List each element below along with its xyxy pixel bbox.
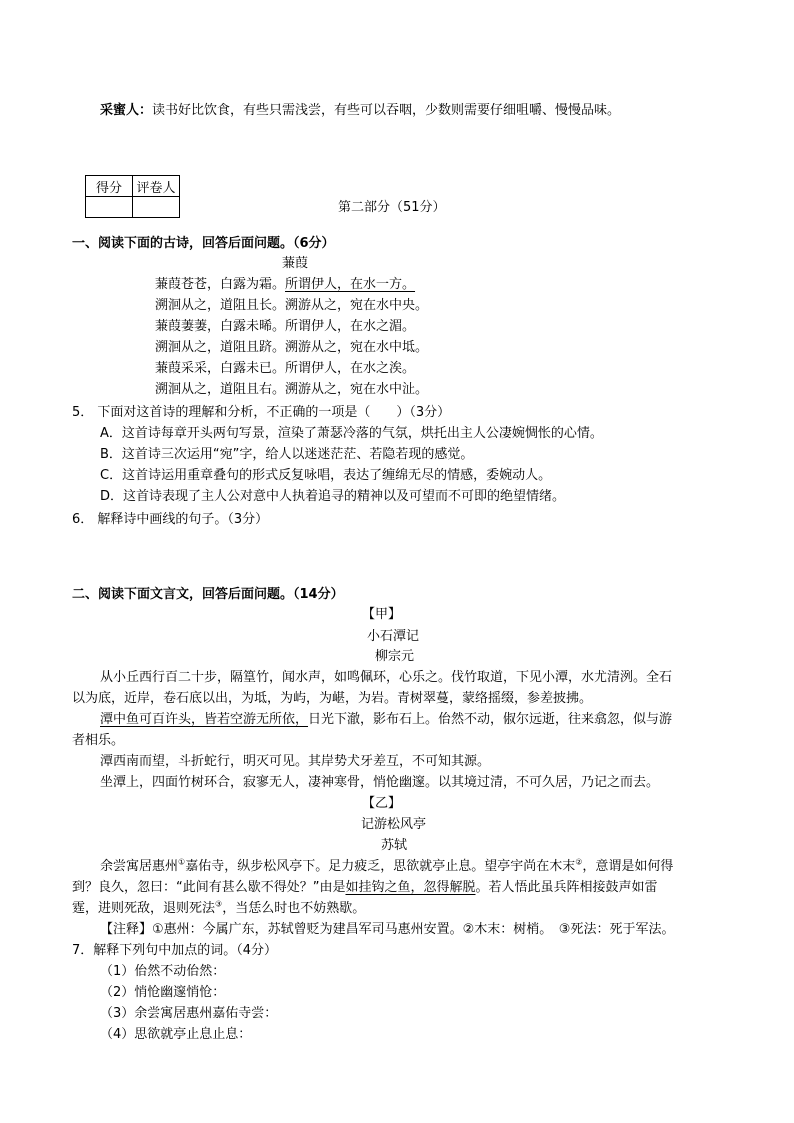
grader-cell [133, 197, 180, 218]
jia-paragraph-1-line-2: 以为底，近岸，卷石底以出，为坻，为屿，为嵁，为岩。青树翠蔓，蒙络摇缀，参差披拂。 [72, 691, 593, 706]
jia-title: 小石潭记 [367, 629, 420, 644]
underlined-prose: 潭中鱼可百许头，皆若空游无所依， [100, 712, 309, 727]
yi-line-2: 到？良久，忽曰：“此间有甚么歇不得处？”由是如挂钩之鱼，忽得解脱。若人悟此虽兵阵相接鼓声如雷 [72, 880, 658, 895]
score-table [85, 175, 180, 218]
jia-paragraph-2-line-2: 者相乐。 [72, 733, 125, 748]
intro-line [100, 99, 620, 118]
poem-line-1: 蒹葭苍苍，白露为霜。所谓伊人，在水一方。 [155, 277, 416, 292]
q5-option-b: B．这首诗三次运用“宛”字，给人以迷迷茫茫、若隐若现的感觉。 [100, 447, 474, 462]
poem-line-4: 溯洄从之，道阻且跻。溯游从之，宛在水中坻。 [155, 340, 429, 355]
jia-paragraph-2-line-1: 潭中鱼可百许头，皆若空游无所依，日光下澈，影布石上。佁然不动，俶尔远逝，往来翕忽，似与游 [100, 712, 673, 727]
q7-item-4: （4）思欲就亭止息止息： [100, 1027, 252, 1042]
yi-title: 记游松风亭 [361, 817, 427, 832]
poem-title: 蒹葭 [282, 256, 309, 271]
q5-option-c: C．这首诗运用重章叠句的形式反复咏唱，表达了缠绵无尽的情感，委婉动人。 [100, 468, 552, 483]
section2-heading: 二、阅读下面文言文，回答后面问题。（14分） [72, 587, 344, 602]
footnote-marker-1: ① [178, 857, 186, 867]
part2-title: 第二部分（51分） [338, 200, 446, 215]
q7-item-2: （2）悄怆幽邃悄怆： [100, 985, 226, 1000]
q5-option-a: A．这首诗每章开头两句写景，渲染了萧瑟冷落的气氛，烘托出主人公凄婉惆怅的心情。 [100, 426, 603, 441]
yi-author: 苏轼 [381, 838, 408, 853]
footnote-marker-3: ③ [215, 899, 223, 909]
jia-author: 柳宗元 [375, 649, 415, 664]
underlined-poem-line: 所谓伊人，在水一方。 [285, 277, 416, 292]
underlined-yi-phrase: 如挂钩之鱼，忽得解脱 [345, 880, 476, 895]
question-6: 6． 解释诗中画线的句子。（3分） [72, 512, 269, 527]
yi-line-3: 霆，进则死敌，退则死法③，当恁么时也不妨熟歇。 [72, 899, 366, 916]
jia-label: 【甲】 [362, 607, 402, 622]
jia-paragraph-4: 坐潭上，四面竹树环合，寂寥无人，凄神寒骨，悄怆幽邃。以其境过清，不可久居，乃记之而去。 [100, 775, 660, 790]
q7-item-3: （3）余尝寓居惠州嘉佑寺尝： [100, 1006, 278, 1021]
question-7: 7．解释下列句中加点的词。（4分） [72, 943, 278, 958]
poem-line-6: 溯洄从之，道阻且右。溯游从之，宛在水中沚。 [155, 382, 429, 397]
poem-line-3: 蒹葭萋萋，白露未晞。所谓伊人，在水之湄。 [155, 319, 416, 334]
score-cell [86, 197, 133, 218]
grader-header: 评卷人 [133, 176, 180, 197]
poem-line-2: 溯洄从之，道阻且长。溯游从之，宛在水中央。 [155, 298, 429, 313]
section1-heading: 一、阅读下面的古诗，回答后面问题。（6分） [72, 236, 335, 251]
footnote-marker-2: ② [575, 857, 583, 867]
intro-text: 读书好比饮食，有些只需浅尝，有些可以吞咽，少数则需要仔细咀嚼、慢慢品味。 [152, 103, 621, 118]
score-header: 得分 [86, 176, 133, 197]
question-5: 5． 下面对这首诗的理解和分析，不正确的一项是（ ）（3分） [72, 405, 451, 420]
jia-paragraph-1-line-1: 从小丘西行百二十步，隔篁竹，闻水声，如鸣佩环，心乐之。伐竹取道，下见小潭，水尤清洌。全石 [100, 670, 673, 685]
intro-speaker: 采蜜人： [100, 103, 153, 118]
jia-paragraph-3: 潭西南而望，斗折蛇行，明灭可见。其岸势犬牙差互，不可知其源。 [100, 754, 491, 769]
footnotes: 【注释】①惠州：今属广东，苏轼曾贬为建昌军司马惠州安置。②木末：树梢。 ③死法：死于军法。 [100, 922, 675, 937]
poem-line-5: 蒹葭采采，白露未已。所谓伊人，在水之涘。 [155, 361, 416, 376]
q5-option-d: D．这首诗表现了主人公对意中人执着追寻的精神以及可望而不可即的绝望情绪。 [100, 489, 566, 504]
yi-line-1: 余尝寓居惠州①嘉佑寺，纵步松风亭下。足力疲乏，思欲就亭止息。望亭宇尚在木末②，意谓是如何得 [100, 857, 674, 874]
yi-label: 【乙】 [362, 796, 402, 811]
q7-item-1: （1）佁然不动佁然： [100, 964, 226, 979]
